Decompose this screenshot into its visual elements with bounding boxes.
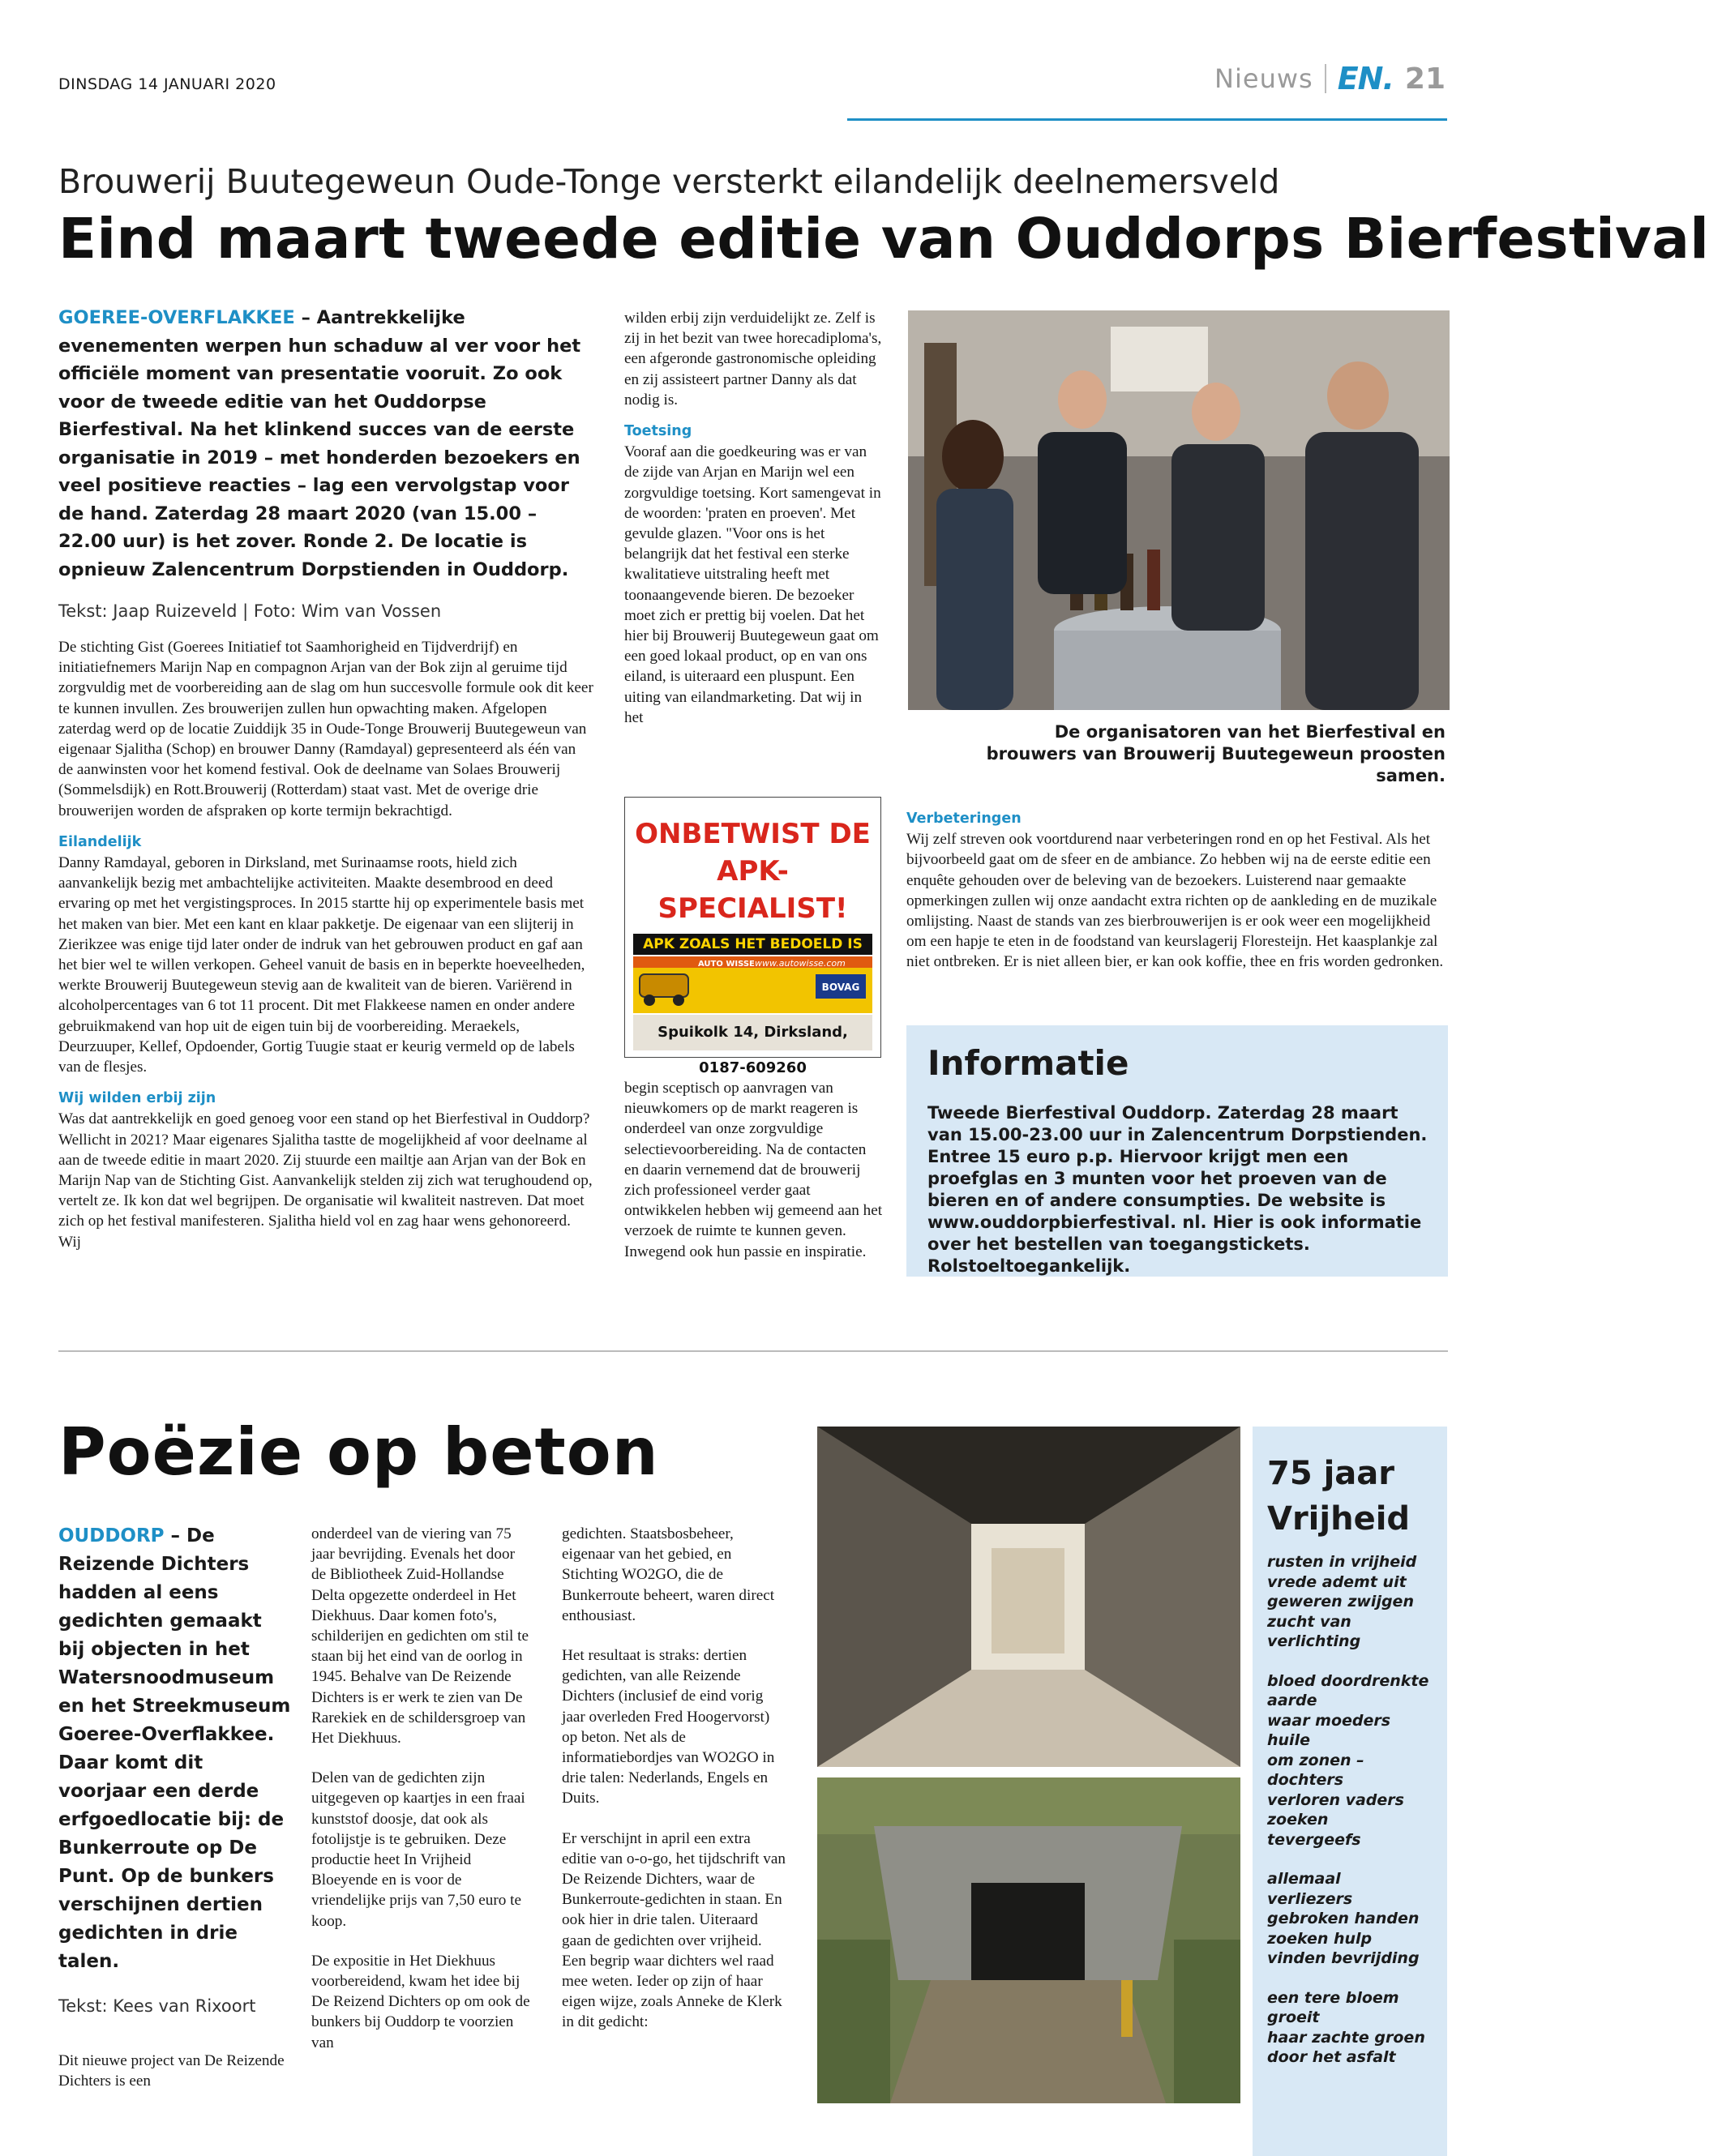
- lead-text: – De Reizende Dichters hadden al eens gedichten gemaakt bij objecten in het Watersnoodmuseum en het Streekmuseum Goeree-Overflakkee. Daar komt dit voorjaar een derde erfgoedlocatie bij: de Bunkerroute op De Punt. Op de bunkers verschijnen dertien gedichten in drie talen.: [58, 1525, 291, 1972]
- subheading: Wij wilden erbij zijn: [58, 1090, 216, 1107]
- poem-title: [1267, 1451, 1410, 1542]
- article1-column-2: [624, 308, 884, 728]
- poem-line: waar moeders: [1267, 1711, 1391, 1730]
- paragraph: onderdeel van de viering van 75 jaar bevrijding. Evenals het door de Bibliotheek Zuid-Hollandse Delta opgezette onderdeel in Het Diekhuus. Daar komen foto's, schilderijen en gedichten om stil te staan bij het eind van de oorlog in 1945. Behalve van De Reizende Dichters is er werk te zien van De Rarekiek en de schildersgroep van Het Diekhuus.: [311, 1525, 529, 1747]
- article1-column-2-continued: [624, 1078, 884, 1262]
- ad-slogan: APK ZOALS HET BEDOELD IS: [633, 934, 872, 955]
- article2-credit: Tekst: Kees van Rixoort: [58, 1996, 256, 2016]
- header-divider: [1325, 64, 1326, 93]
- poem-line: geweren zwijgen: [1267, 1593, 1414, 1611]
- paragraph: De stichting Gist (Goerees Initiatief tot Saamhorigheid en Tijdverdrijf) en initiatiefnemers Marijn Nap en compagnon Arjan van der Bok zijn al geruime tijd zorgvuldig met de voorbereiding aan de slag om hun succesvolle formule ook dit keer te kunnen invullen. Zes brouwerijen zullen hun opwachting maken. Afgelopen zaterdag werd op de locatie Zuiddijk 35 in Oude-Tonge Brouwerij Buutegeweun van eigenaar Sjalitha (Schop) en brouwer Danny (Ramdayal) gepresenteerd als één van de aanwinsten voor het komend festival. Ook de deelname van Solaes Brouwerij (Sommelsdijk) en Rott.Brouwerij (Rotterdam) staat vast. Met de overige drie brouwerijen worden de afspraken op korte termijn bekrachtigd.: [58, 639, 593, 819]
- article1-column-1: [58, 304, 593, 1252]
- section-label: Nieuws: [1214, 63, 1313, 94]
- poem-line: zucht van: [1267, 1612, 1351, 1631]
- poem-line: huile: [1267, 1731, 1310, 1749]
- poem-line: verlichting: [1267, 1632, 1361, 1650]
- poem-line: aarde: [1267, 1692, 1317, 1709]
- poem-line: om zonen –: [1267, 1751, 1364, 1769]
- poem-stanza: [1267, 1671, 1441, 1850]
- lead-place: GOEREE-OVERFLAKKEE: [58, 307, 295, 328]
- ad-address: Spuikolk 14, Dirksland, 0187-609260: [633, 1015, 872, 1050]
- paragraph: wilden erbij zijn verduidelijkt ze. Zelf is zij in het bezit van twee horecadiploma's, een afgeronde gastronomische opleiding en zij assisteert partner Danny als dat nodig is.: [624, 310, 882, 409]
- ad-headline-line1: ONBETWIST DE: [635, 818, 871, 850]
- article2-lead: [58, 1522, 293, 1976]
- poem-line: allemaal: [1267, 1870, 1341, 1888]
- article2-column-3: [562, 1524, 789, 2033]
- subheading: Verbeteringen: [906, 811, 1022, 827]
- bunker-entrance-photo: [817, 1777, 1240, 2103]
- paragraph: Was dat aantrekkelijk en goed genoeg voor een stand op het Bierfestival in Ouddorp? Wellicht in 2021? Maar eigenares Sjalitha tastte de mogelijkheid af voor deelname al aan de tweede editie in maart 2020. Zij stuurde een mailtje aan Arjan van der Bok en Marijn Nap van de Stichting Gist. Aanvankelijk stelden zij zich wat terughoudend op, vertelt ze. Ik kon dat wel begrijpen. De organisatie wil kwaliteit nastreven. Dat moet zich op het festival manifesteren. Sjalitha hield vol en zag haar wens gehonoreerd. Wij: [58, 1110, 593, 1251]
- article1-lead: [58, 304, 593, 584]
- paragraph: gedichten. Staatsbosbeheer, eigenaar van het gebied, en Stichting WO2GO, die de Bunkerroute beheert, waren direct enthousiast.: [562, 1525, 775, 1624]
- paragraph: Danny Ramdayal, geboren in Dirksland, met Surinaamse roots, hield zich aanvankelijk bezig met ambachtelijke activiteiten. Maakte desembrood en deed ervaring op met het vergistingsproces. In 2015 startte hij op experimentele basis met het maken van bier. Met een kant en klaar pakketje. De eigenaar van een slijterij in Zierikzee was enige tijd later onder de indruk van het gebrouwen product en gaf aan het bier wel te willen verkopen. Geheel vanuit de basis en in beperkte hoeveelheden, werkte Brouwerij Buutegeweun stevig aan de kwaliteit van de bieren. Variërend in alcoholpercentages van 6 tot 11 procent. Dit met Flakkeese namen en onder andere gebruikmakend van hop uit de eigen tuin bij de voorbereiding. Meraekels, Deurzuuper, Kellef, Opdoender, Gortig Tuugie staat er keurig vermeld op de labels van de flesjes.: [58, 854, 585, 1076]
- issue-date: DINSDAG 14 JANUARI 2020: [58, 75, 276, 93]
- poem-text: [1267, 1552, 1441, 2087]
- subheading: Eilandelijk: [58, 833, 142, 850]
- poem-line: haar zachte groen: [1267, 2028, 1425, 2047]
- page-number: 21: [1404, 62, 1446, 96]
- ad-car-banner: [633, 956, 872, 1013]
- subheading: Toetsing: [624, 423, 692, 440]
- poem-stanza: [1267, 1552, 1441, 1652]
- poem-line: tevergeefs: [1267, 1830, 1361, 1849]
- poem-line: vrede ademt uit: [1267, 1572, 1407, 1591]
- lead-text: – Aantrekkelijke evenementen werpen hun schaduw al ver voor het officiële moment van presentatie vooruit. Zo ook voor de tweede editie van het Ouddorpse Bierfestival. Na het klinkend succes van de eerste organisatie in 2019 – met honderden bezoekers en veel positieve reacties – lag een vervolgstap voor de hand. Zaterdag 28 maart 2020 (van 15.00 – 22.00 uur) is het zover. Ronde 2. De locatie is opnieuw Zalencentrum Dorpstienden in Ouddorp.: [58, 307, 581, 580]
- article2-column-1: [58, 2051, 293, 2091]
- ad-brand: AUTO WISSE: [698, 960, 755, 969]
- header-rule: [847, 118, 1447, 121]
- poem-stanza: [1267, 1869, 1441, 1969]
- article2-column-2: [311, 1524, 530, 2053]
- poem-line: verloren vaders: [1267, 1790, 1404, 1809]
- poem-line: vinden bevrijding: [1267, 1949, 1420, 1967]
- article2-headline: Poëzie op beton: [58, 1414, 659, 1490]
- poem-line: dochters: [1267, 1771, 1344, 1789]
- poem-line: zoeken: [1267, 1811, 1329, 1829]
- ad-url: www.autowisse.com: [755, 958, 846, 969]
- paragraph: Dit nieuwe project van De Reizende Dichters is een: [58, 2052, 285, 2090]
- paragraph: begin sceptisch op aanvragen van nieuwkomers op de markt reageren is onderdeel van onze zorgvuldige selectievoorbereiding. Na de contacten en daarin vernemend dat de brouwerij zich professioneel verder gaat ontwikkelen hebben wij gemeend aan het verzoek de ruimte te kunnen geven. Inwegend ook hun passie en inspiratie.: [624, 1080, 883, 1260]
- ad-badge: BOVAG: [821, 982, 860, 993]
- poem-title-line1: 75 jaar: [1267, 1455, 1395, 1492]
- lead-place: OUDDORP: [58, 1525, 165, 1546]
- info-title: Informatie: [927, 1043, 1129, 1083]
- poem-box: [1253, 1427, 1447, 2156]
- advertisement[interactable]: [624, 797, 881, 1076]
- ad-headline-line2: APK-SPECIALIST!: [657, 855, 848, 925]
- paragraph: Het resultaat is straks: dertien gedichten, van alle Reizende Dichters (inclusief de eind vorig jaar overleden Fred Hoogervorst) op beton. Net als de informatiebordjes van WO2GO in drie talen: Nederlands, Engels en Duits.: [562, 1647, 775, 1807]
- poem-line: rusten in vrijheid: [1267, 1553, 1417, 1571]
- poem-line: groeit: [1267, 2008, 1320, 2026]
- article1-credit: Tekst: Jaap Ruizeveld | Foto: Wim van Vossen: [58, 601, 442, 621]
- poem-line: een tere bloem: [1267, 1988, 1399, 2007]
- ad-headline: [625, 815, 880, 927]
- article-divider: [58, 1350, 1448, 1352]
- poem-line: verliezers: [1267, 1889, 1353, 1908]
- poem-line: door het asfalt: [1267, 2048, 1396, 2066]
- paragraph: Delen van de gedichten zijn uitgegeven op kaartjes in een fraai kunststof doosje, dat ook als fotolijstje is te gebruiken. Deze productie heet In Vrijheid Bloeyende en is voor de vriendelijke prijs van 7,50 euro te koop.: [311, 1769, 525, 1930]
- newspaper-logo: EN.: [1337, 61, 1394, 96]
- poem-stanza: [1267, 1988, 1441, 2068]
- paragraph: Vooraf aan die goedkeuring was er van de zijde van Arjan en Marijn wel een zorgvuldige toetsing. Kort samengevat in de woorden: 'praten en proeven'. Met gevulde glazen. "Voor ons is het belangrijk dat het festival een sterke kwalitatieve uitstraling heeft met toonaangevende bieren. De bezoeker moet zich er prettig bij voelen. Dat het hier bij Brouwerij Buutegeweun gaat om een goed lokaal product, op en van ons eiland, is uiteraard een pluspunt. Een uiting van eilandmarketing. Dat wij in het: [624, 443, 881, 726]
- poem-line: bloed doordrenkte: [1267, 1671, 1429, 1690]
- photo-caption: De organisatoren van het Bierfestival en brouwers van Brouwerij Buutegeweun proosten samen.: [986, 722, 1446, 785]
- paragraph: Wij zelf streven ook voortdurend naar verbeteringen rond en op het Festival. Als het bijvoorbeeld gaat om de sfeer en de ambiance. Zo hebben wij na de eerste editie een enquête gehouden over de beleving van de bezoekers. Luisterend naar gemaakte opmerkingen zullen wij onze aandacht extra richten op de aankleding en de muzikale omlijsting. Naast de stands van zes bierbrouwerijen is er ook weer een mogelijkheid om een hapje te eten in de foodstand van keurslagerij Floresteijn. Het kaasplankje zal niet ontbreken. Er is niet alleen bier, er kan ook koffie, thee en fris worden gedronken.: [906, 831, 1444, 971]
- info-box: [906, 1025, 1448, 1277]
- poem-line: gebroken handen: [1267, 1910, 1420, 1927]
- paragraph: De expositie in Het Diekhuus voorbereidend, kwam het idee bij De Reizend Dichters op om ook de bunkers bij Ouddorp te voorzien van: [311, 1952, 530, 2051]
- page-header: [1214, 61, 1446, 96]
- paragraph: Er verschijnt in april een extra editie van o-o-go, het tijdschrift van De Reizende Dichters, waar de Bunkerroute-gedichten in staan. En ook hier in drie talen. Uiteraard gaan de gedichten over vrijheid. Een begrip waar dichters wel raad mee weten. Ieder op zijn of haar eigen wijze, zoals Anneke de Klerk in dit gedicht:: [562, 1829, 786, 2031]
- poem-title-line2: Vrijheid: [1267, 1500, 1411, 1538]
- article1-kicker: Brouwerij Buutegeweun Oude-Tonge versterkt eilandelijk deelnemersveld: [58, 162, 1280, 201]
- article1-column-3: [906, 809, 1448, 973]
- poem-line: zoeken hulp: [1267, 1929, 1373, 1948]
- info-text: Tweede Bierfestival Ouddorp. Zaterdag 28 maart van 15.00-23.00 uur in Zalencentrum Dorpstienden. Entree 15 euro p.p. Hiervoor krijgt men een proefglas en 3 munten voor het proeven van de bieren en of andere consumpties. De website is www.ouddorpbierfestival. nl. Hier is ook informatie over het bestellen van toegangstickets. Rolstoeltoegankelijk.: [927, 1103, 1428, 1276]
- bunker-tunnel-photo: [817, 1427, 1240, 1767]
- article1-headline: Eind maart tweede editie van Ouddorps Bierfestival: [58, 207, 1709, 272]
- brewers-photo: [908, 310, 1450, 710]
